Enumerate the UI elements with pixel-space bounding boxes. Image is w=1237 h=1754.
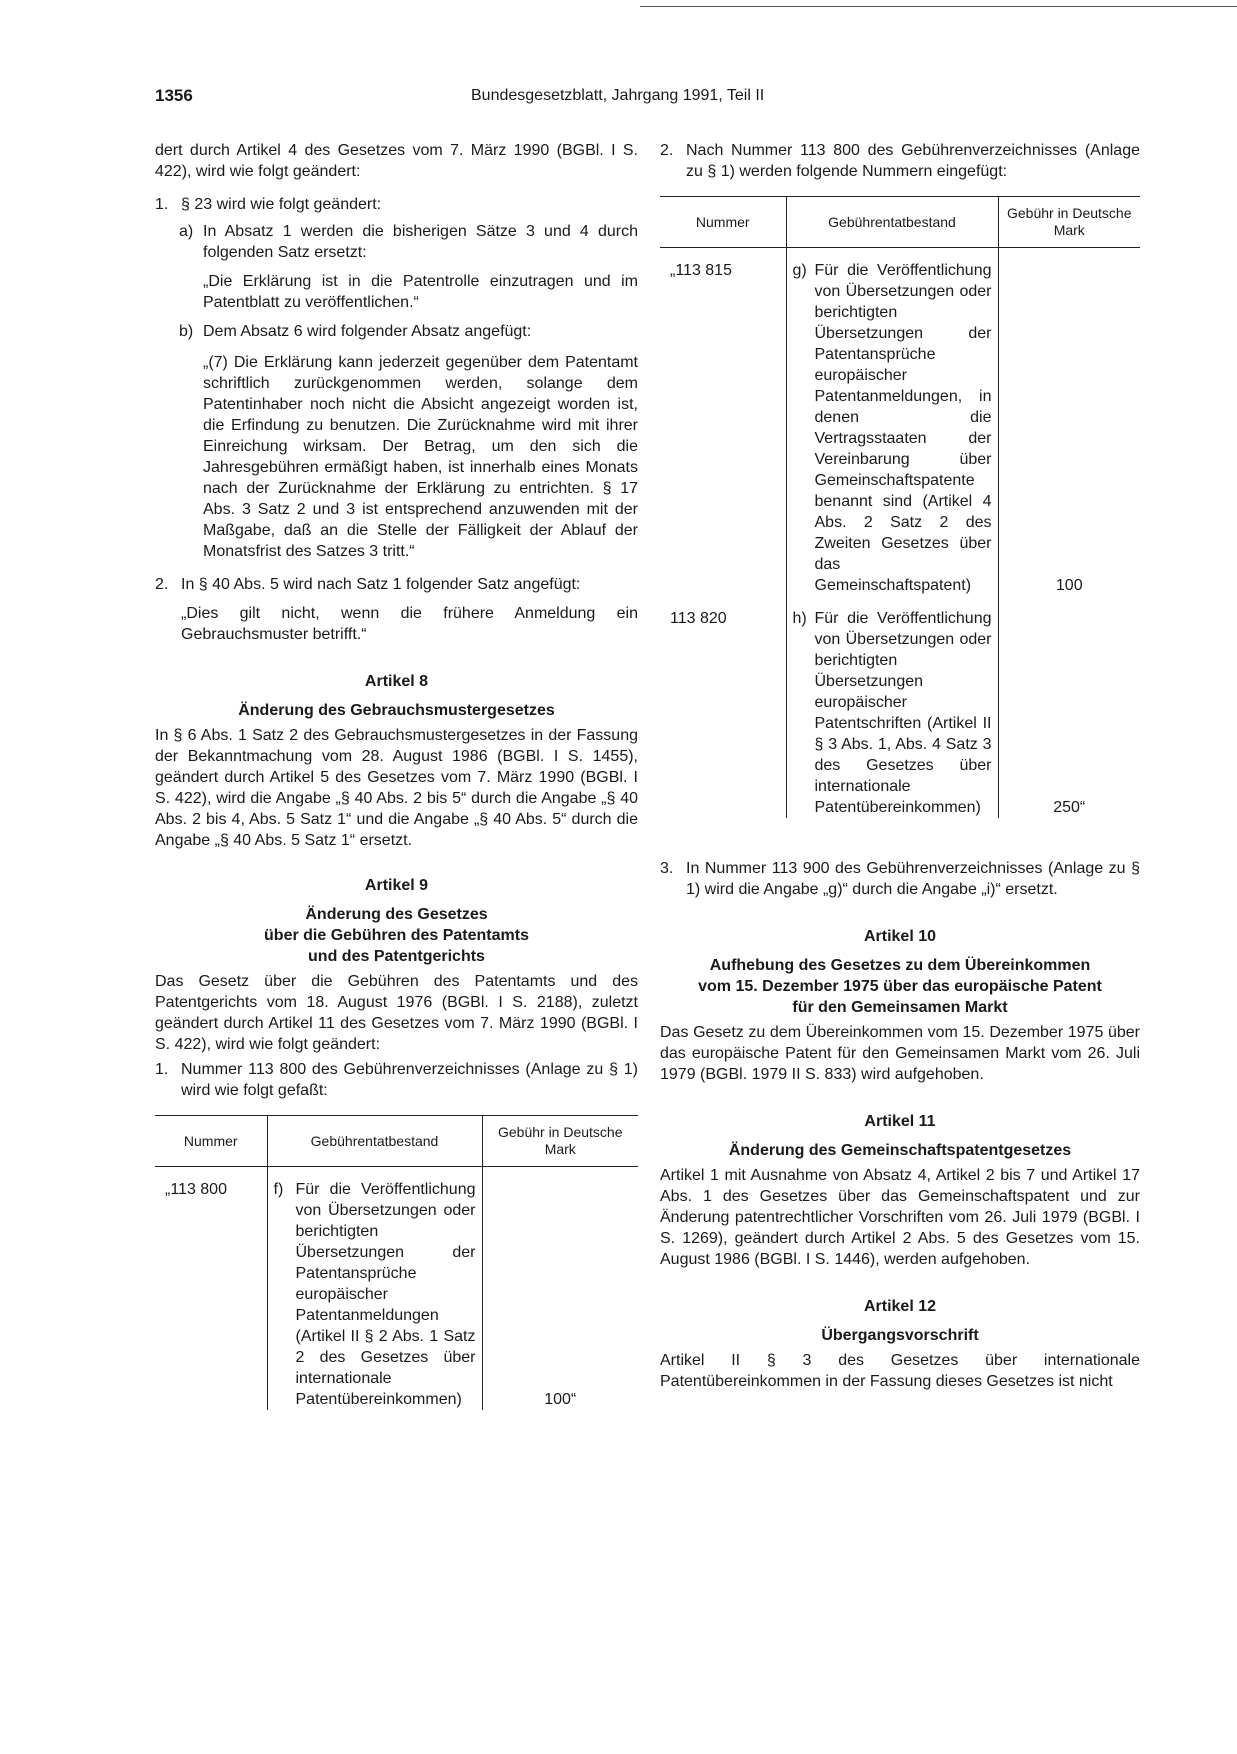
- quote-2: „Dies gilt nicht, wenn die frühere Anmeldung ein Gebrauchsmuster betrifft.“: [181, 605, 638, 643]
- cell-text: Für die Veröffentlichung von Übersetzungen oder berichtigten Übersetzungen europäischer Patentschriften (Artikel II § 3 Abs. 1, Abs. 4 Satz 3 des Gesetzes über internationale Patentübereinkommen): [814, 610, 992, 816]
- list-item-2: [155, 574, 638, 595]
- article-9-subtitle-2: über die Gebühren des Patentamts: [264, 927, 529, 944]
- cell-fee: 250“: [1053, 799, 1086, 816]
- list-text: Nummer 113 800 des Gebührenverzeichnisses (Anlage zu § 1) wird wie folgt gefaßt:: [181, 1061, 638, 1099]
- article-9-subtitle-3: und des Patentgerichts: [308, 948, 485, 965]
- article-9-title: Artikel 9: [364, 877, 429, 894]
- cell-letter: g): [792, 262, 807, 279]
- cell-letter: f): [273, 1181, 284, 1198]
- column-header-gebuehr: Gebühr in Deutsche Mark: [482, 1116, 638, 1167]
- article-8-text: In § 6 Abs. 1 Satz 2 des Gebrauchsmustergesetzes in der Fassung der Bekanntmachung vom 28. August 1986 (BGBl. I S. 1455), geändert durch Artikel 5 des Gesetzes vom 7. März 1990 (BGBl. I S. 422), wird die Angabe „§ 40 Abs. 2 bis 5“ durch die Angabe „§ 40 Abs. 2 bis 4, Abs. 5 Satz 1“ und die Angabe „§ 40 Abs. 5“ durch die Angabe „§ 40 Abs. 5 Satz 1“ ersetzt.: [155, 727, 638, 849]
- list-number: 1.: [155, 196, 169, 213]
- cell-tatbestand: [267, 1179, 482, 1410]
- table-row: [660, 260, 1140, 596]
- list-text: § 23 wird wie folgt geändert:: [181, 196, 382, 213]
- sub-item-1b: [179, 321, 638, 342]
- page-header: [0, 86, 1237, 110]
- list-text: In Nummer 113 900 des Gebührenverzeichnisses (Anlage zu § 1) wird die Angabe „g)“ durch die Angabe „i)“ ersetzt.: [686, 860, 1140, 898]
- article-8-subtitle: Änderung des Gebrauchsmustergesetzes: [238, 702, 555, 719]
- table-header-row: [660, 197, 1140, 248]
- article-11-title: Artikel 11: [864, 1113, 936, 1130]
- article-11-text: Artikel 1 mit Ausnahme von Absatz 4, Artikel 2 bis 7 und Artikel 17 Abs. 1 des Gesetzes über das Gemeinschaftspatent und zur Änderung patentrechtlicher Vorschriften vom 26. Juli 1979 (BGBl. I S. 1269), geändert durch Artikel 2 Abs. 5 des Gesetzes vom 15. August 1986 (BGBl. I S. 1446), werden aufgehoben.: [660, 1167, 1140, 1268]
- sub-item-letter: b): [179, 323, 194, 340]
- fee-table-right: [660, 196, 1140, 818]
- cell-text: Für die Veröffentlichung von Übersetzungen oder berichtigten Übersetzungen der Patentansprüche europäischer Patentanmeldungen (Artikel II § 2 Abs. 1 Satz 2 des Gesetzes über internationale Patentübereinkommen): [295, 1181, 476, 1408]
- article-10-text: Das Gesetz zu dem Übereinkommen vom 15. Dezember 1975 über das europäische Patent für den Gemeinsamen Markt vom 26. Juli 1979 (BGBl. 1979 II S. 833) wird aufgehoben.: [660, 1024, 1140, 1083]
- fee-table-left: [155, 1115, 638, 1410]
- article-10-subtitle-2: vom 15. Dezember 1975 über das europäische Patent: [698, 978, 1102, 995]
- cell-text: Für die Veröffentlichung von Übersetzungen oder berichtigten Übersetzungen der Patentansprüche europäischer Patentanmeldungen, in denen die Vertragsstaaten der Vereinbarung über Gemeinschaftspatente benannt sind (Artikel 4 Abs. 2 Satz 2 des Zweiten Gesetzes über das Gemeinschaftspatent): [814, 262, 992, 594]
- journal-title: Bundesgesetzblatt, Jahrgang 1991, Teil II: [471, 87, 765, 104]
- table-header-row: [155, 1116, 638, 1167]
- article-12-subtitle: Übergangsvorschrift: [821, 1327, 979, 1344]
- article-9-text: Das Gesetz über die Gebühren des Patentamts und des Patentgerichts vom 18. August 1976 (BGBl. I S. 2188), zuletzt geändert durch Artikel 11 des Gesetzes vom 7. März 1990 (BGBl. I S. 422), wird wie folgt geändert:: [155, 973, 638, 1053]
- list-item-r3: [660, 858, 1140, 900]
- table-row: [660, 608, 1140, 818]
- cell-fee: 100: [1055, 577, 1083, 594]
- cell-fee: 100“: [544, 1391, 577, 1408]
- article-10-subtitle-3: für den Gemeinsamen Markt: [792, 999, 1008, 1016]
- cell-tatbestand: [786, 608, 998, 818]
- article-11-subtitle: Änderung des Gemeinschaftspatentgesetzes: [728, 1142, 1072, 1159]
- list-item-r2: [660, 140, 1140, 182]
- article-8-title: Artikel 8: [364, 673, 429, 690]
- column-header-gebuehr: Gebühr in Deutsche Mark: [998, 197, 1140, 248]
- article-12-text: Artikel II § 3 des Gesetzes über internationale Patentübereinkommen in der Fassung dieses Gesetzes ist nicht: [660, 1352, 1140, 1390]
- intro-paragraph: dert durch Artikel 4 des Gesetzes vom 7. März 1990 (BGBl. I S. 422), wird wie folgt geändert:: [155, 142, 638, 180]
- page-number: 1356: [155, 86, 193, 105]
- left-column: [155, 140, 638, 1410]
- article-10-subtitle-1: Aufhebung des Gesetzes zu dem Übereinkommen: [709, 957, 1091, 974]
- article-12-title: Artikel 12: [863, 1298, 937, 1315]
- cell-nummer: „113 815: [660, 260, 786, 596]
- sub-item-1a: [179, 221, 638, 263]
- sub-item-letter: a): [179, 223, 194, 240]
- list-number: 2.: [660, 142, 674, 159]
- column-header-gebuehrentatbestand: Gebührentatbestand: [786, 197, 998, 248]
- right-column: [660, 140, 1140, 1392]
- table-row: [155, 1179, 638, 1410]
- article-9-list-item-1: [155, 1059, 638, 1101]
- list-text: In § 40 Abs. 5 wird nach Satz 1 folgender Satz angefügt:: [181, 576, 581, 593]
- quote-1b: „(7) Die Erklärung kann jederzeit gegenüber dem Patentamt schriftlich zurückgenommen werden, solange dem Patentinhaber noch nicht die Absicht angezeigt worden ist, die Erfindung zu benutzen. Die Zurücknahme wird mit ihrer Einreichung wirksam. Der Betrag, um den sich die Jahresgebühren ermäßigt haben, ist innerhalb eines Monats nach der Zurücknahme der Erklärung zu entrichten. § 17 Abs. 3 Satz 2 und 3 ist entsprechend anzuwenden mit der Maßgabe, daß an die Stelle der Fälligkeit der Ablauf der Monatsfrist des Satzes 3 tritt.“: [203, 354, 638, 560]
- quote-1a: „Die Erklärung ist in die Patentrolle einzutragen und im Patentblatt zu veröffentlichen.“: [203, 273, 638, 311]
- column-header-nummer: Nummer: [660, 197, 786, 248]
- sub-item-text: Dem Absatz 6 wird folgender Absatz angefügt:: [203, 323, 532, 340]
- list-text: Nach Nummer 113 800 des Gebührenverzeichnisses (Anlage zu § 1) werden folgende Nummern eingefügt:: [686, 142, 1140, 180]
- cell-tatbestand: [786, 260, 998, 596]
- list-number: 2.: [155, 576, 169, 593]
- column-header-nummer: Nummer: [155, 1116, 267, 1167]
- sub-item-text: In Absatz 1 werden die bisherigen Sätze 3 und 4 durch folgenden Satz ersetzt:: [203, 223, 638, 261]
- list-number: 3.: [660, 860, 674, 877]
- article-9-subtitle-1: Änderung des Gesetzes: [305, 906, 488, 923]
- cell-nummer: „113 800: [155, 1179, 267, 1410]
- list-item-1: [155, 194, 638, 215]
- article-10-title: Artikel 10: [863, 928, 937, 945]
- top-rule: [640, 6, 1237, 7]
- column-header-gebuehrentatbestand: Gebührentatbestand: [267, 1116, 482, 1167]
- cell-letter: h): [792, 610, 807, 627]
- list-number: 1.: [155, 1061, 169, 1078]
- cell-nummer: 113 820: [660, 608, 786, 818]
